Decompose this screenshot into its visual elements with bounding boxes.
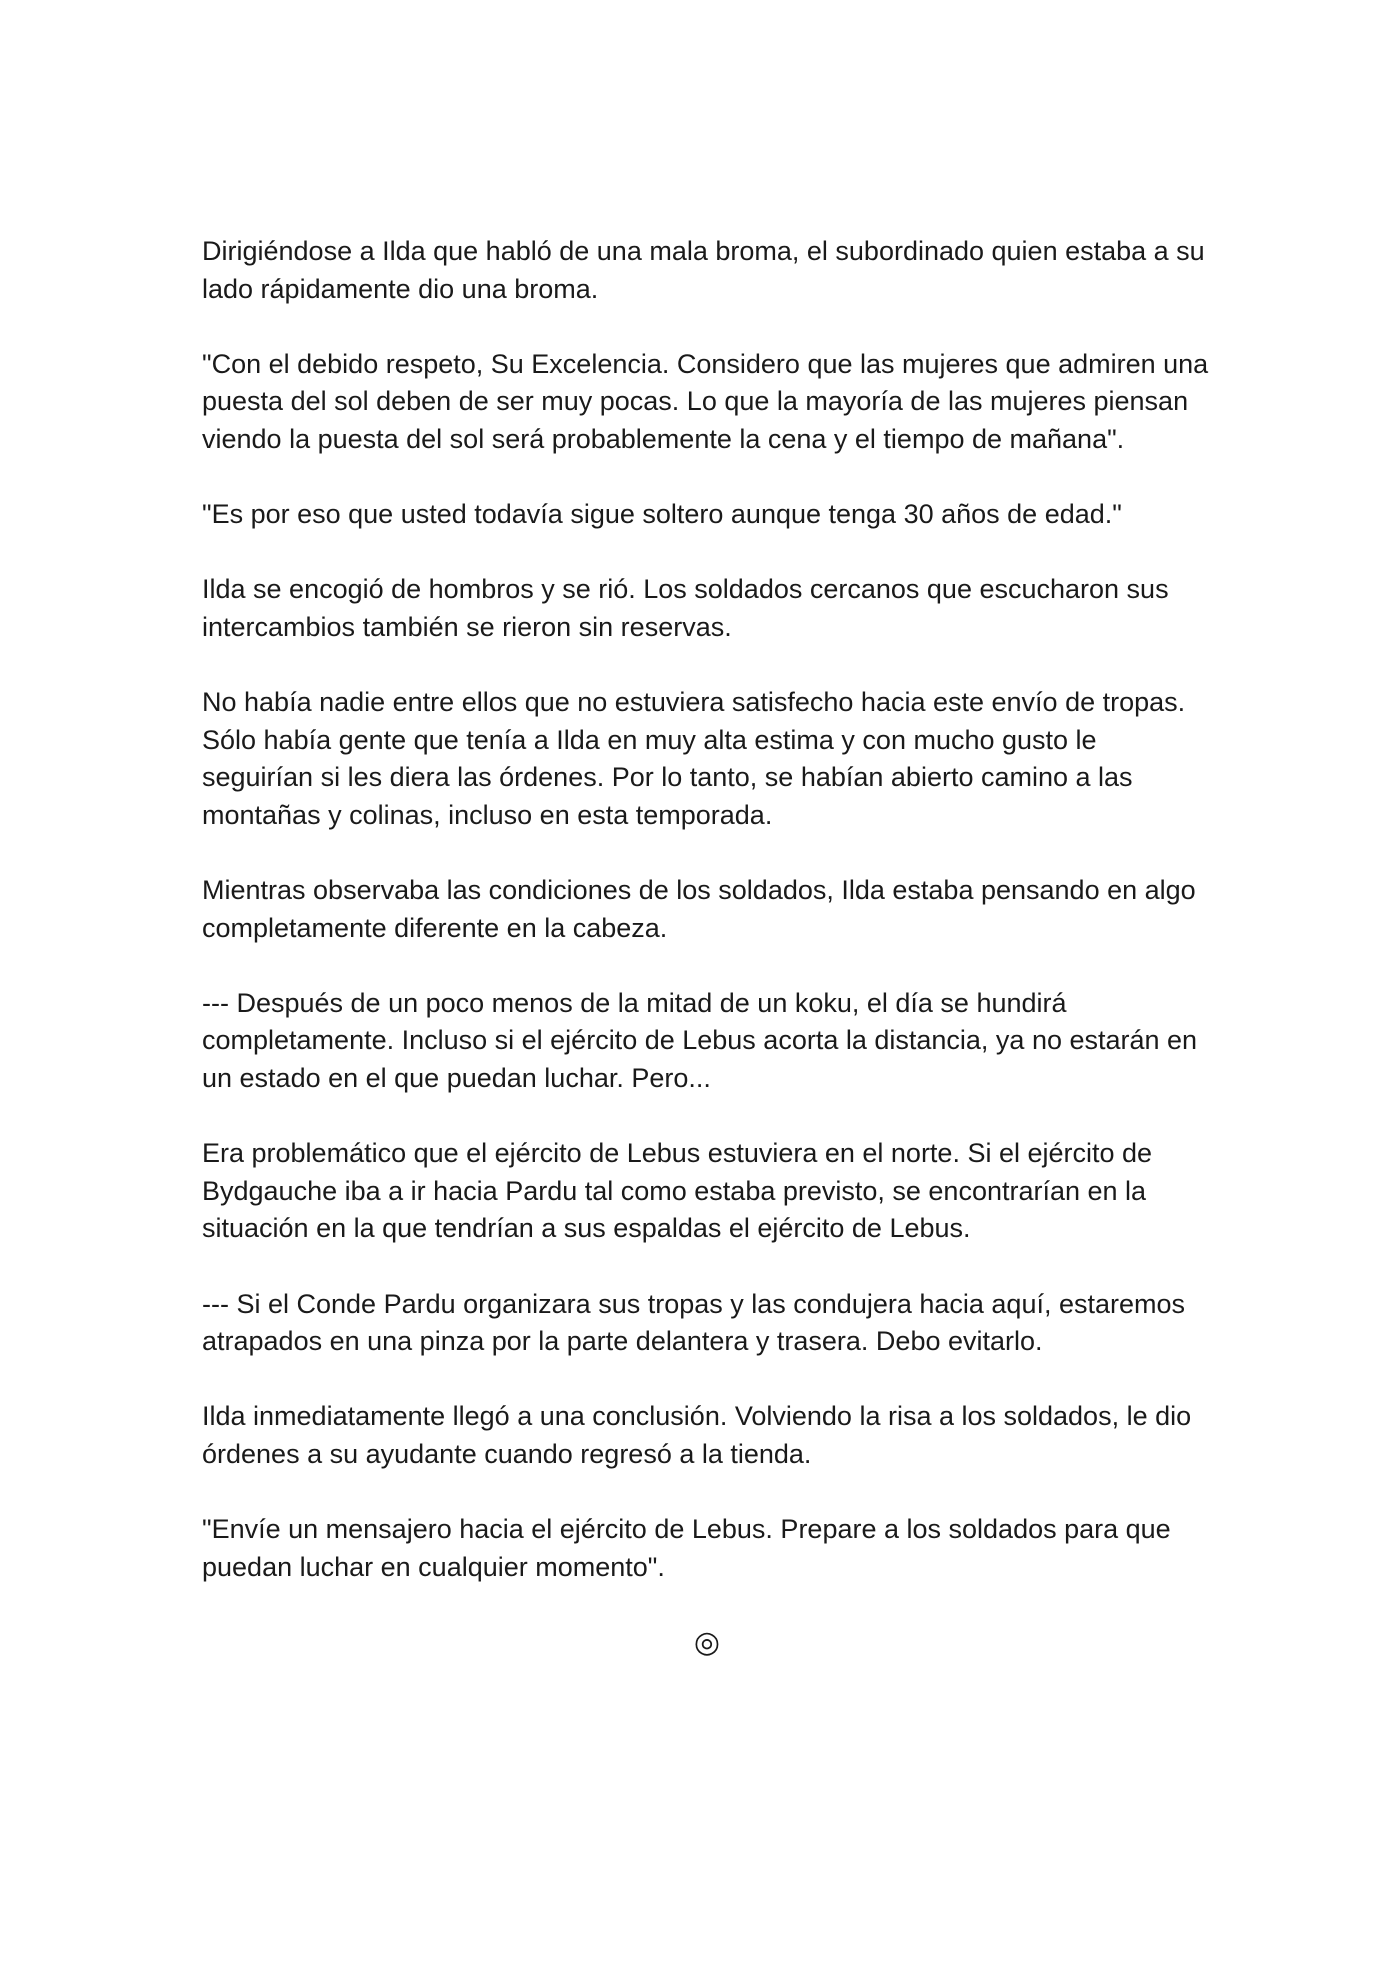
paragraph: "Envíe un mensajero hacia el ejército de Lebus. Prepare a los soldados para que puedan luchar en cualquier momento". bbox=[202, 1514, 1171, 1582]
scene-break-separator: ◎ bbox=[693, 1625, 721, 1659]
paragraph: Era problemático que el ejército de Lebus estuviera en el norte. Si el ejército de Bydgauche iba a ir hacia Pardu tal como estaba previsto, se encontrarían en la situación en la que tendrían a sus espaldas el ejército de Lebus. bbox=[202, 1138, 1153, 1244]
paragraph: "Con el debido respeto, Su Excelencia. Considero que las mujeres que admiren una puesta del sol deben de ser muy pocas. Lo que la mayoría de las mujeres piensan viendo la puesta del sol será probablemente la cena y el tiempo de mañana". bbox=[202, 348, 1209, 454]
paragraph: Ilda inmediatamente llegó a una conclusión. Volviendo la risa a los soldados, le dio órdenes a su ayudante cuando regresó a la tienda. bbox=[202, 1401, 1192, 1469]
paragraph: "Es por eso que usted todavía sigue soltero aunque tenga 30 años de edad." bbox=[202, 499, 1122, 530]
paragraph: --- Después de un poco menos de la mitad de un koku, el día se hundirá completamente. Incluso si el ejército de Lebus acorta la distancia, ya no estarán en un estado en el que puedan luchar. Pero... bbox=[202, 987, 1198, 1094]
paragraph: Mientras observaba las condiciones de los soldados, Ilda estaba pensando en algo completamente diferente en la cabeza. bbox=[202, 875, 1196, 943]
paragraph: Dirigiéndose a Ilda que habló de una mala broma, el subordinado quien estaba a su lado rápidamente dio una broma. bbox=[202, 236, 1205, 304]
paragraph: Ilda se encogió de hombros y se rió. Los soldados cercanos que escucharon sus intercambios también se rieron sin reservas. bbox=[202, 574, 1169, 642]
paragraph: --- Si el Conde Pardu organizara sus tropas y las condujera hacia aquí, estaremos atrapados en una pinza por la parte delantera y trasera. Debo evitarlo. bbox=[202, 1288, 1186, 1357]
document-body bbox=[202, 233, 1212, 1662]
paragraph: No había nadie entre ellos que no estuviera satisfecho hacia este envío de tropas. Sólo había gente que tenía a Ilda en muy alta estima y con mucho gusto le seguirían si les diera las órdenes. Por lo tanto, se habían abierto camino a las montañas y colinas, incluso en esta temporada. bbox=[202, 687, 1186, 830]
